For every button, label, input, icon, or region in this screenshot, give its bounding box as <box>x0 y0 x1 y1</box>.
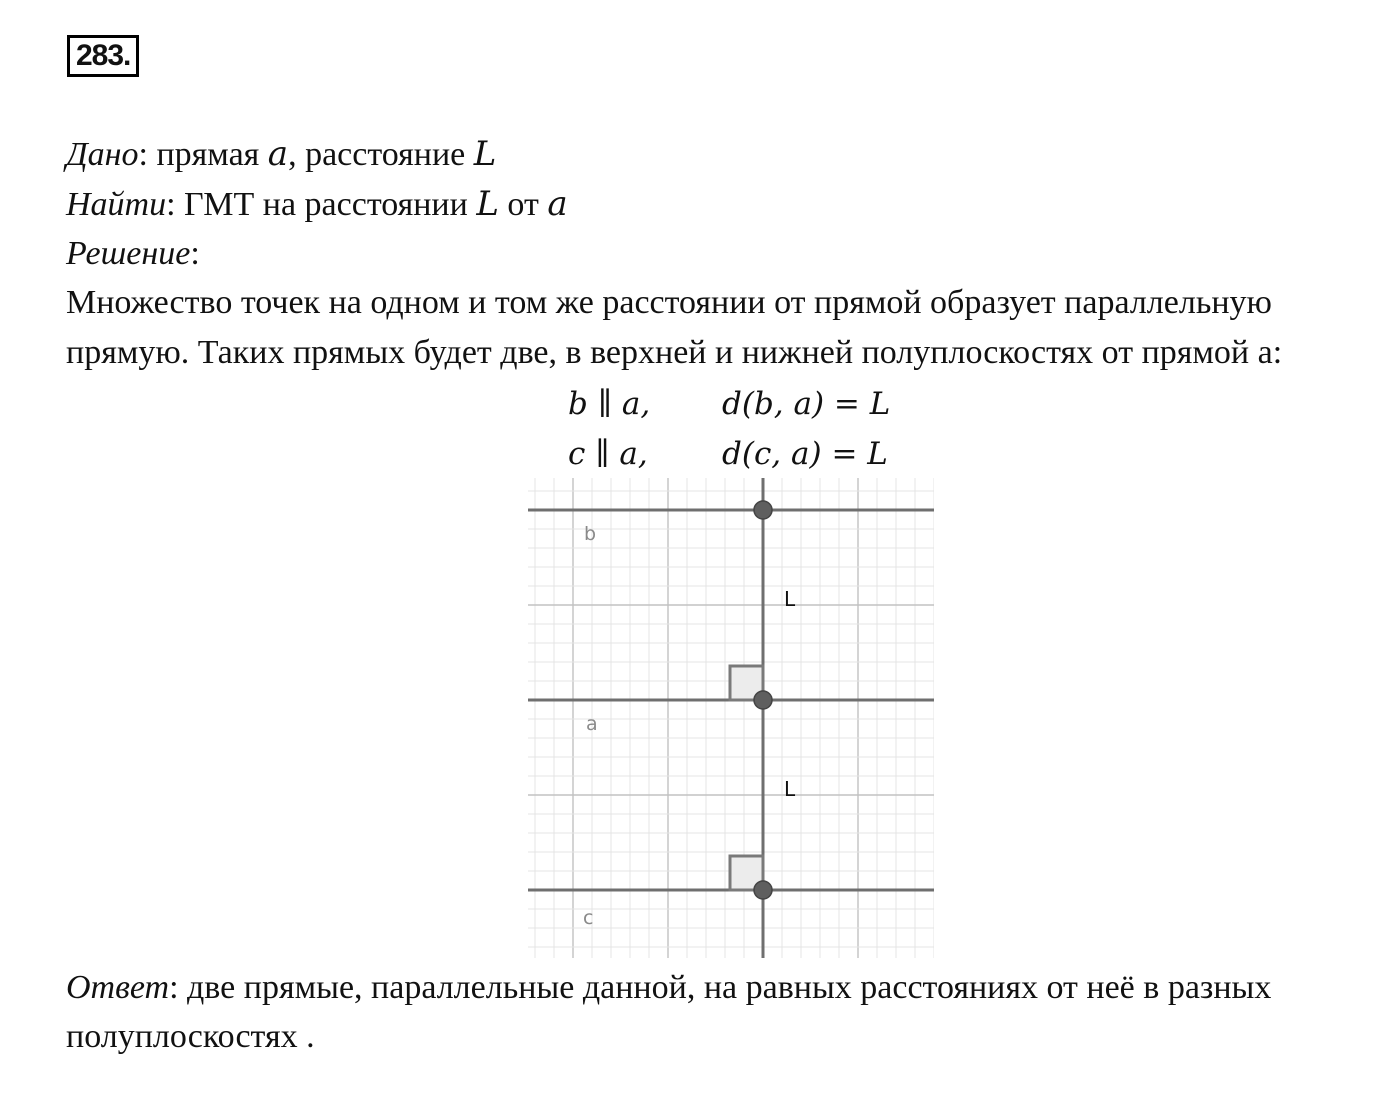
answer-line-1 <box>66 968 1271 1008</box>
label-c: c <box>583 907 594 929</box>
given-label: Дано <box>66 136 139 173</box>
label-L-lower: L <box>784 777 796 801</box>
given-var-L: L <box>473 134 497 174</box>
given-line <box>66 134 496 175</box>
point-on-c <box>754 881 772 899</box>
label-b: b <box>584 523 597 545</box>
find-text-mid: от <box>498 186 548 223</box>
point-on-b <box>754 501 772 519</box>
find-label: Найти <box>66 186 167 223</box>
solution-label: Решение <box>66 235 191 272</box>
solution-line <box>66 234 200 274</box>
find-text: : ГМТ на расстоянии <box>166 186 477 223</box>
formula-c-parallel-a: c ∥ a, <box>568 436 648 472</box>
problem-number: 283. <box>67 35 139 77</box>
given-text: : прямая <box>138 136 268 173</box>
paragraph-line-2: прямую. Таких прямых будет две, в верхней и нижней полуплоскостях от прямой а: <box>66 334 1283 371</box>
given-text-mid: , расстояние <box>288 136 474 173</box>
answer-line-2: полуплоскостях . <box>66 1018 315 1055</box>
formula-distance-b-a: d(b, a) = L <box>722 386 891 422</box>
parallel-lines-diagram <box>528 478 934 958</box>
solution-colon: : <box>190 235 200 272</box>
formula-distance-c-a: d(c, a) = L <box>722 436 888 472</box>
given-var-a: a <box>267 134 289 174</box>
paragraph-line-1: Множество точек на одном и том же расстоянии от прямой образует параллельную <box>66 284 1272 321</box>
find-var-a: a <box>547 184 568 224</box>
formula-b-parallel-a: b ∥ a, <box>568 386 651 422</box>
answer-text: : две прямые, параллельные данной, на равных расстояниях от неё в разных <box>169 969 1272 1006</box>
label-a: a <box>586 713 598 735</box>
label-L-upper: L <box>784 587 796 611</box>
find-var-L: L <box>476 184 499 224</box>
answer-label: Ответ <box>66 969 170 1006</box>
find-line <box>66 184 568 225</box>
point-on-a <box>754 691 772 709</box>
